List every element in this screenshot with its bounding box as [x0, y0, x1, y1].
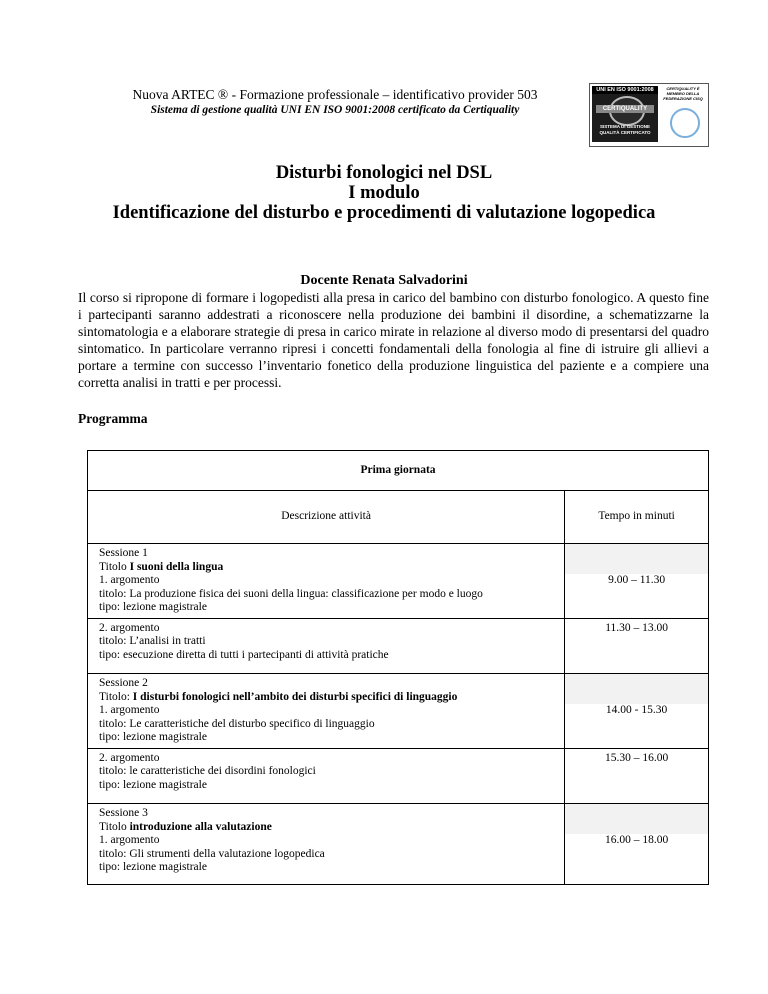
topic-type: tipo: lezione magistrale: [99, 778, 207, 791]
session-label: Sessione 3: [99, 807, 148, 819]
module-title: I modulo: [348, 183, 420, 203]
topic-type: tipo: lezione magistrale: [99, 731, 207, 743]
time-range: 15.30 – 16.00: [604, 751, 669, 764]
table-row: [88, 544, 709, 619]
topic-title: titolo: le caratteristiche dei disordini fonologici: [99, 765, 316, 777]
activity-description: [88, 748, 565, 804]
topic-title: titolo: La produzione fisica dei suoni della lingua: classificazione per modo e luogo: [99, 587, 483, 600]
session-label: Sessione 2: [99, 677, 148, 689]
topic-title: titolo: Le caratteristiche del disturbo specifico di linguaggio: [99, 717, 375, 730]
certification-logo: [589, 83, 709, 147]
topic-number: 2. argomento: [99, 751, 160, 764]
table-row: [88, 674, 709, 749]
teacher-name: Docente Renata Salvadorini: [300, 273, 468, 288]
time-range: 14.00 - 15.30: [605, 704, 668, 716]
session-label: Sessione 1: [99, 547, 148, 559]
topic-title: titolo: L’analisi in tratti: [99, 635, 206, 647]
topic-number: 2. argomento: [99, 621, 160, 634]
activity-description: [88, 804, 565, 885]
time-cell: [565, 804, 709, 885]
topic-type: tipo: lezione magistrale: [99, 601, 207, 613]
session-title: Titolo introduzione alla valutazione: [99, 820, 272, 833]
schedule-table: [87, 450, 709, 885]
table-row: [88, 748, 709, 804]
provider-line: Nuova ARTEC ® - Formazione professionale – identificativo provider 503: [132, 87, 538, 102]
column-header-row: [88, 491, 709, 544]
time-cell: [565, 674, 709, 749]
table-row: [88, 618, 709, 674]
time-cell: [565, 748, 709, 804]
topic-number: 1. argomento: [99, 704, 160, 716]
cisq-mark: CERTIQUALITY È MEMBRO DELLA FEDERAZIONE CISQ: [661, 86, 705, 142]
activity-description: [88, 618, 565, 674]
topic-number: 1. argomento: [99, 834, 160, 846]
activity-description: [88, 674, 565, 749]
module-subtitle: Identificazione del disturbo e procedimenti di valutazione logopedica: [112, 203, 656, 223]
col-time-header: Tempo in minuti: [565, 491, 709, 544]
time-cell: [565, 618, 709, 674]
topic-title: titolo: Gli strumenti della valutazione logopedica: [99, 847, 325, 860]
topic-type: tipo: lezione magistrale: [99, 861, 207, 873]
topic-number: 1. argomento: [99, 574, 160, 586]
session-title: Titolo I suoni della lingua: [99, 560, 224, 573]
col-desc-header: Descrizione attività: [88, 491, 565, 544]
time-cell: [565, 544, 709, 619]
topic-type: tipo: esecuzione diretta di tutti i partecipanti di attività pratiche: [99, 648, 389, 661]
certiquality-seal: UNI EN ISO 9001:2008 CERTIQUALITY SISTEMA DI GESTIONE QUALITÀ CERTIFICATO: [592, 86, 658, 142]
day-title: Prima giornata: [88, 451, 709, 491]
program-heading: Programma: [78, 411, 148, 426]
iqnet-circle-icon: [670, 108, 700, 138]
time-range: 16.00 – 18.00: [604, 834, 669, 846]
activity-description: [88, 544, 565, 619]
quality-system-line: Sistema di gestione qualità UNI EN ISO 9001:2008 certificato da Certiquality: [150, 104, 520, 116]
time-range: 9.00 – 11.30: [608, 574, 666, 586]
day-header-row: [88, 451, 709, 491]
session-title: Titolo: I disturbi fonologici nell’ambito dei disturbi specifici di linguaggio: [99, 690, 458, 703]
course-title: Disturbi fonologici nel DSL: [275, 163, 493, 183]
table-row: [88, 804, 709, 885]
document-header: [110, 86, 560, 118]
time-range: 11.30 – 13.00: [605, 621, 669, 634]
course-description: Il corso si ripropone di formare i logopedisti alla presa in carico del bambino con disturbo fonologico. A questo fine i partecipanti saranno addestrati a riconoscere nella produzione dei bambini il disordine, a schematizzarne la sintomatologia e a elaborare strategie di presa in carico mirate in relazione al diverso modo di presentarsi del quadro sintomatico. In particolare verranno ripresi i concetti fondamentali della fonologia al fine di istruire gli allievi a portare a termine con successo l’inventario fonetico della produzione linguistica del paziente e a compiere una corretta analisi in tratti e per processi.: [78, 290, 709, 390]
